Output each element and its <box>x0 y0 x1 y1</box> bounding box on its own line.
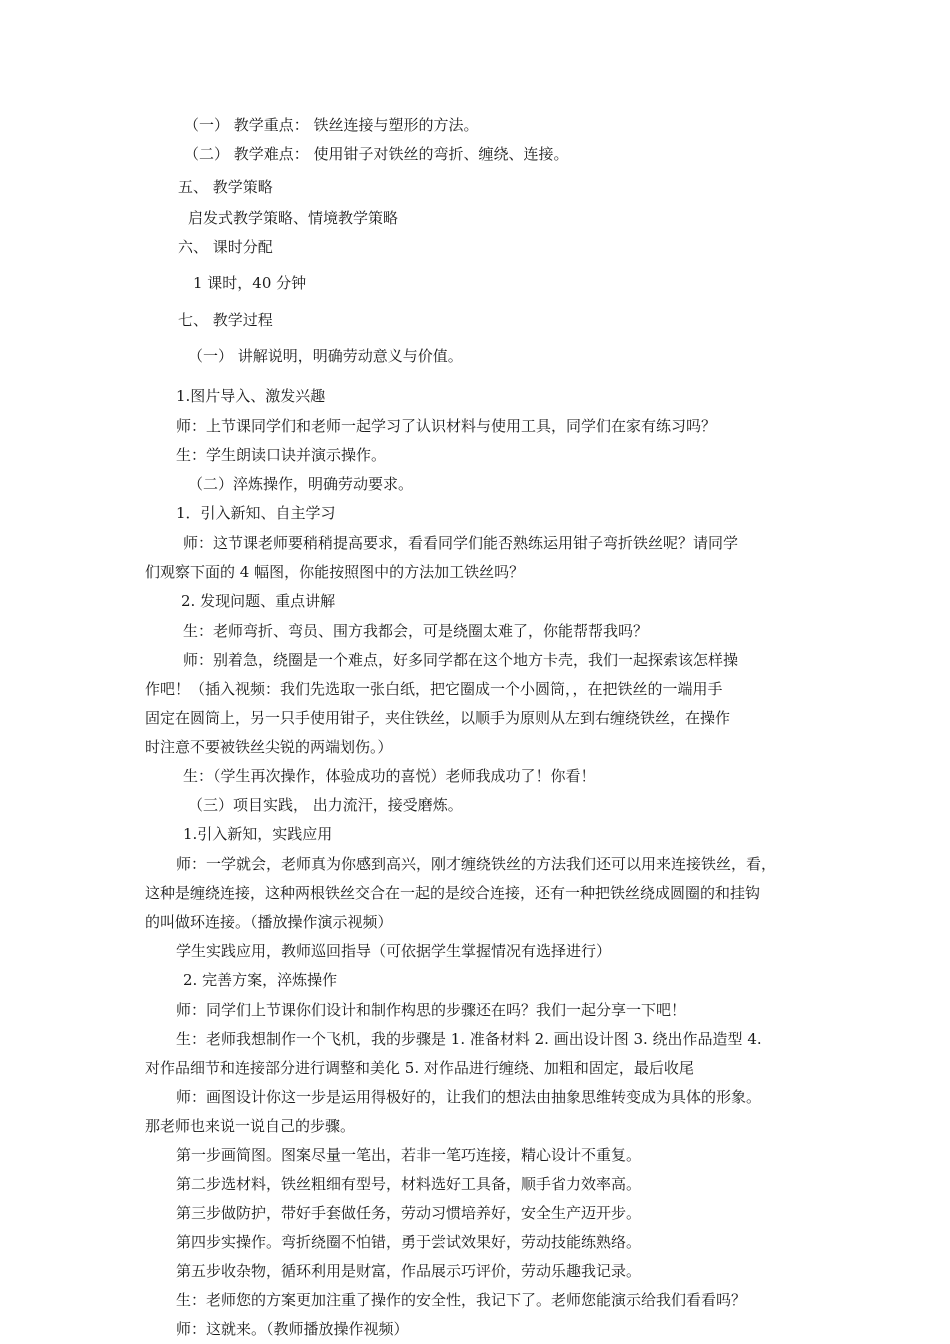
paragraph-line: 生：老师我想制作一个飞机，我的步骤是 1. 准备材料 2. 画出设计图 3. 绕出作品造型 4. <box>176 1030 762 1048</box>
paragraph-line: 作吧！（插入视频：我们先选取一张白纸，把它圈成一个小圆筒，，在把铁丝的一端用手 <box>145 680 723 698</box>
paragraph-line: 生：学生朗读口诀并演示操作。 <box>176 446 387 464</box>
section-5-heading: 五、 教学策略 <box>178 178 273 196</box>
section-6-heading: 六、 课时分配 <box>178 238 273 256</box>
section-7-heading: 七、 教学过程 <box>178 311 273 329</box>
paragraph-line: 生：老师弯折、弯员、围方我都会，可是绕圈太难了，你能帮帮我吗？ <box>183 622 649 640</box>
paragraph-line: 们观察下面的 4 幅图，你能按照图中的方法加工铁丝吗？ <box>145 563 525 581</box>
step-3-line: 第三步做防护，带好手套做任务，劳动习惯培养好，安全生产迈开步。 <box>176 1204 642 1222</box>
paragraph-line: 2. 发现问题、重点讲解 <box>181 592 336 610</box>
subsection-3-heading: （三）项目实践， 出力流汗，接受磨炼。 <box>188 796 463 814</box>
paragraph-line: 师：这就来。（教师播放操作视频） <box>176 1320 409 1338</box>
step-2-line: 第二步选材料，铁丝粗细有型号，材料选好工具备，顺手省力效率高。 <box>176 1175 642 1193</box>
paragraph-line: 这种是缠绕连接，这种两根铁丝交合在一起的是绞合连接，还有一种把铁丝绕成圆圈的和挂钩 <box>145 884 761 902</box>
paragraph-line: 的叫做环连接。（播放操作演示视频） <box>145 913 393 931</box>
paragraph-line: 1.图片导入、激发兴趣 <box>176 387 326 405</box>
class-hours-text: 1 课时，40 分钟 <box>193 274 307 292</box>
subsection-2-heading: （二）淬炼操作，明确劳动要求。 <box>188 475 414 493</box>
paragraph-line: 生：老师您的方案更加注重了操作的安全性，我记下了。老师您能演示给我们看看吗？ <box>176 1291 747 1309</box>
paragraph-line: 学生实践应用，教师巡回指导（可依据学生掌握情况有选择进行） <box>176 942 612 960</box>
step-1-line: 第一步画简图。图案尽量一笔出，若非一笔巧连接，精心设计不重复。 <box>176 1146 642 1164</box>
paragraph-line: 师：上节课同学们和老师一起学习了认识材料与使用工具，同学们在家有练习吗？ <box>176 417 717 435</box>
paragraph-line: 2. 完善方案，淬炼操作 <box>183 971 338 989</box>
paragraph-line: 1．引入新知、自主学习 <box>176 504 336 522</box>
step-5-line: 第五步收杂物，循环利用是财富，作品展示巧评价，劳动乐趣我记录。 <box>176 1262 642 1280</box>
strategy-text: 启发式教学策略、情境教学策略 <box>188 209 399 227</box>
paragraph-line: 固定在圆筒上，另一只手使用钳子，夹住铁丝，以顺手为原则从左到右缠绕铁丝，在操作 <box>145 709 731 727</box>
paragraph-line: 师：一学就会，老师真为你感到高兴，刚才缠绕铁丝的方法我们还可以用来连接铁丝，看， <box>176 855 777 873</box>
paragraph-line: 对作品细节和连接部分进行调整和美化 5. 对作品进行缠绕、加粗和固定，最后收尾 <box>145 1059 694 1077</box>
step-4-line: 第四步实操作。弯折绕圈不怕错，勇于尝试效果好，劳动技能练熟络。 <box>176 1233 642 1251</box>
paragraph-line: 时注意不要被铁丝尖锐的两端划伤。） <box>145 738 393 756</box>
paragraph-line: 师：同学们上节课你们设计和制作构思的步骤还在吗？我们一起分享一下吧！ <box>176 1001 687 1019</box>
paragraph-line: 生：（学生再次操作，体验成功的喜悦）老师我成功了！你看！ <box>183 767 596 785</box>
difficult-point-line: （二） 教学难点： 使用钳子对铁丝的弯折、缠绕、连接。 <box>184 145 569 163</box>
paragraph-line: 1.引入新知，实践应用 <box>183 825 333 843</box>
paragraph-line: 师：别着急，绕圈是一个难点，好多同学都在这个地方卡壳，我们一起探索该怎样操 <box>183 651 739 669</box>
paragraph-line: 师：这节课老师要稍稍提高要求，看看同学们能否熟练运用钳子弯折铁丝呢？请同学 <box>183 534 739 552</box>
subsection-1-heading: （一） 讲解说明，明确劳动意义与价值。 <box>188 347 463 365</box>
key-point-line: （一） 教学重点： 铁丝连接与塑形的方法。 <box>184 116 479 134</box>
paragraph-line: 师：画图设计你这一步是运用得极好的，让我们的想法由抽象思维转变成为具体的形象。 <box>176 1088 762 1106</box>
paragraph-line: 那老师也来说一说自己的步骤。 <box>145 1117 356 1135</box>
